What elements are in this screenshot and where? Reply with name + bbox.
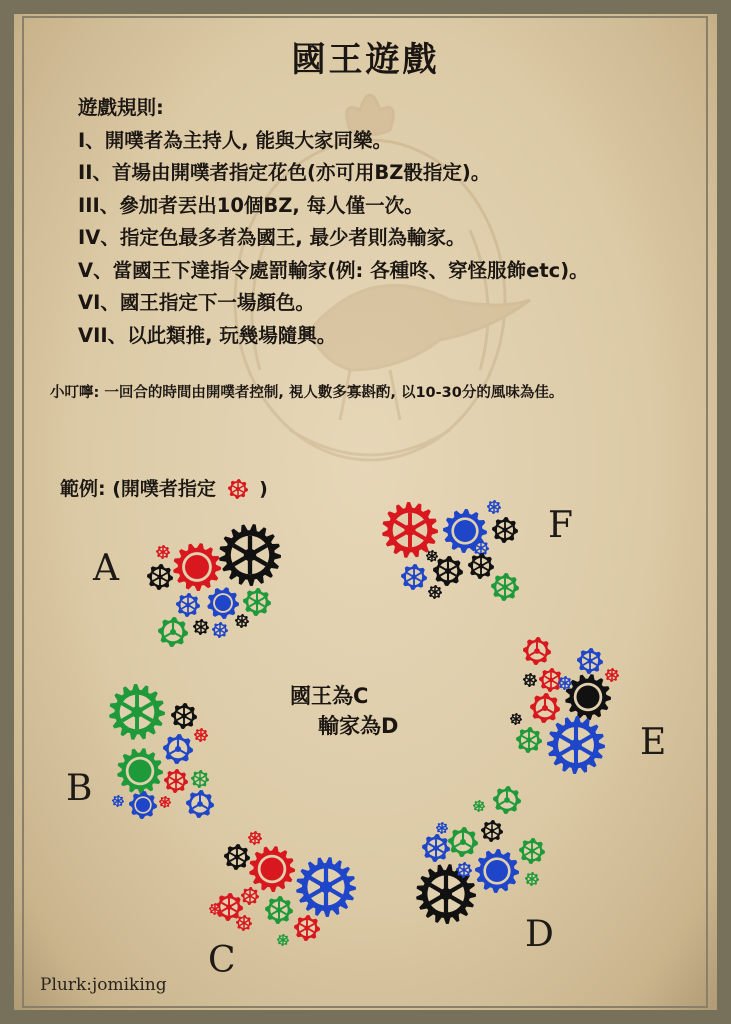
black-gear-icon xyxy=(171,703,197,729)
black-gear-icon xyxy=(433,556,463,586)
rule-item: VII、以此類推, 玩幾場隨興。 xyxy=(78,323,337,347)
red-gear-icon xyxy=(605,668,619,682)
red-gear-icon xyxy=(173,543,221,591)
blue-gear-icon xyxy=(558,676,572,690)
rule-item: III、參加者丟出10個BZ, 每人僅一次。 xyxy=(78,193,424,217)
red-gear-icon xyxy=(530,693,560,723)
green-gear-icon xyxy=(117,748,163,794)
loser-result: 輸家為D xyxy=(318,714,399,738)
black-gear-icon xyxy=(492,517,518,543)
green-gear-icon xyxy=(516,727,542,753)
blue-gear-icon xyxy=(296,857,356,917)
blue-gear-icon xyxy=(129,791,157,819)
black-gear-icon xyxy=(147,564,173,590)
red-gear-icon xyxy=(539,668,563,692)
group-letter-a: A xyxy=(93,548,119,589)
green-gear-icon xyxy=(265,896,293,924)
green-gear-icon xyxy=(109,684,165,740)
red-gear-icon xyxy=(523,637,551,665)
example-close: ) xyxy=(259,478,268,500)
green-gear-icon xyxy=(525,872,539,886)
group-letter-e: E xyxy=(640,722,667,763)
blue-gear-icon xyxy=(475,849,519,893)
blue-gear-icon xyxy=(186,790,214,818)
black-gear-icon xyxy=(468,553,494,579)
green-gear-icon xyxy=(158,617,188,647)
blue-gear-icon xyxy=(577,648,603,674)
black-gear-icon xyxy=(224,844,250,870)
red-gear-icon xyxy=(382,502,438,558)
page-title: 國王遊戲 xyxy=(291,40,440,80)
black-gear-icon xyxy=(193,619,209,635)
blue-gear-icon xyxy=(207,587,239,619)
rule-item: II、首場由開噗者指定花色(亦可用BZ骰指定)。 xyxy=(78,161,491,184)
red-gear-icon xyxy=(241,887,259,905)
group-letter-b: B xyxy=(66,768,93,809)
rules-heading: 遊戲規則: xyxy=(78,96,164,119)
green-gear-icon xyxy=(191,770,209,788)
black-gear-icon xyxy=(428,585,442,599)
tip-note: 小叮嚀: 一回合的時間由開噗者控制, 視人數多寡斟酌, 以10-30分的風味為佳。 xyxy=(50,385,564,401)
green-gear-icon xyxy=(243,588,271,616)
group-letter-f: F xyxy=(548,505,573,546)
green-gear-icon xyxy=(473,800,485,812)
blue-gear-icon xyxy=(112,795,124,807)
green-gear-icon xyxy=(519,838,545,864)
red-gear-icon xyxy=(159,796,171,808)
black-gear-icon xyxy=(481,820,503,842)
red-gear-icon xyxy=(164,769,188,793)
red-gear-icon xyxy=(156,545,170,559)
black-gear-icon xyxy=(235,614,249,628)
example-label: 範例: (開噗者指定 xyxy=(60,478,216,500)
black-gear-icon xyxy=(510,713,522,725)
green-gear-icon xyxy=(493,786,521,814)
blue-gear-icon xyxy=(163,734,193,764)
red-gear-icon xyxy=(294,915,320,941)
blue-gear-icon xyxy=(436,822,448,834)
rule-item: IV、指定色最多者為國王, 最少者則為輸家。 xyxy=(78,226,466,249)
red-gear-icon xyxy=(236,915,252,931)
black-gear-icon xyxy=(523,673,537,687)
rule-item: I、開噗者為主持人, 能與大家同樂。 xyxy=(78,128,392,152)
blue-gear-icon xyxy=(456,862,472,878)
red-gear-icon xyxy=(209,903,221,915)
black-gear-icon xyxy=(565,674,611,720)
king-result: 國王為C xyxy=(290,684,369,708)
red-gear-icon xyxy=(249,846,295,892)
group-letter-c: C xyxy=(208,940,236,981)
red-gear-icon xyxy=(248,831,262,845)
rule-item: VI、國王指定下一場顏色。 xyxy=(78,291,315,314)
group-letter-d: D xyxy=(525,914,554,955)
black-gear-icon xyxy=(426,550,438,562)
blue-gear-icon xyxy=(487,500,501,514)
green-gear-icon xyxy=(491,573,519,601)
blue-gear-icon xyxy=(176,593,200,617)
credit-text: Plurk:jomiking xyxy=(40,975,167,995)
rule-item: V、當國王下達指令處罰輸家(例: 各種咚、穿怪服飾etc)。 xyxy=(78,258,589,282)
blue-gear-icon xyxy=(401,564,427,590)
red-gear-icon xyxy=(194,728,208,742)
green-gear-icon xyxy=(448,827,478,857)
blue-gear-icon xyxy=(422,834,450,862)
black-gear-icon xyxy=(219,524,281,586)
blue-gear-icon xyxy=(547,716,605,774)
green-gear-icon xyxy=(277,934,289,946)
blue-gear-icon xyxy=(212,622,228,638)
